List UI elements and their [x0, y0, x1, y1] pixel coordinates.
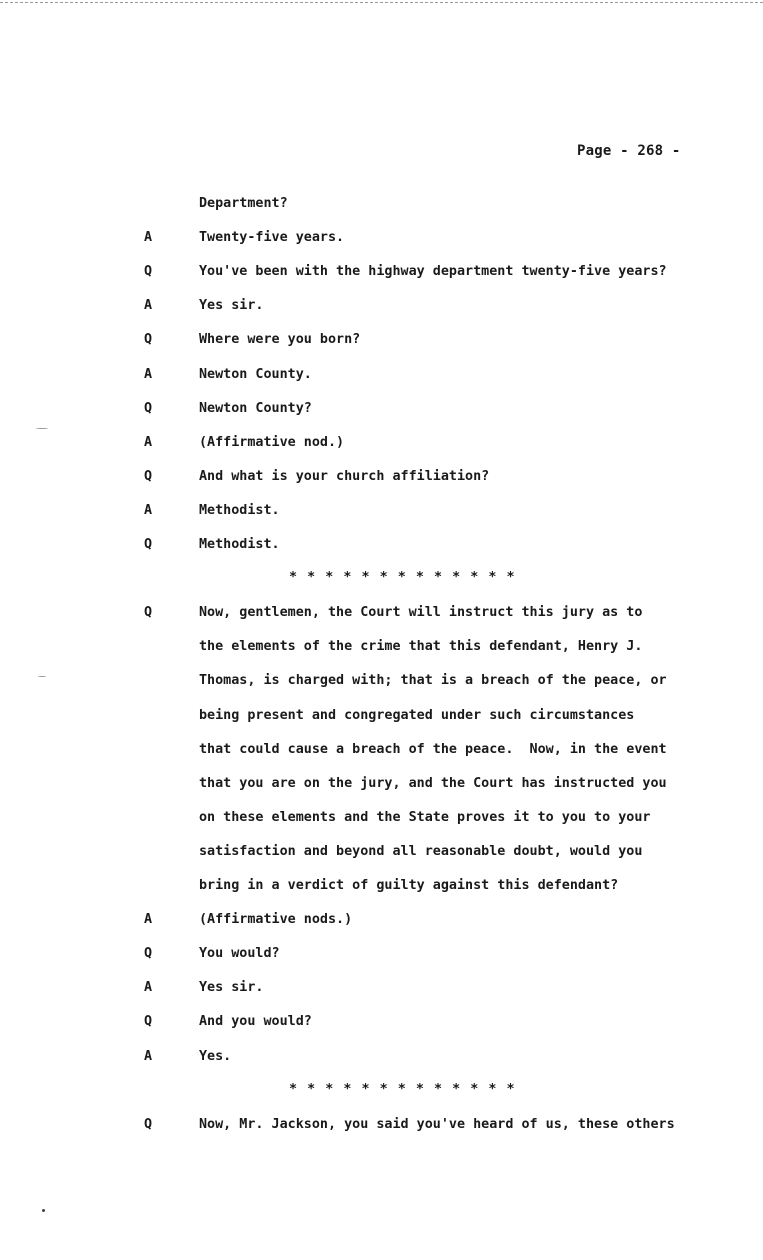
speaker-label: Q	[144, 332, 153, 348]
line-text: Department?	[199, 196, 288, 211]
line-text: satisfaction and beyond all reasonable doubt, would you	[199, 843, 643, 859]
speaker-label: Q	[144, 400, 153, 416]
line-text: that you are on the jury, and the Court has instructed you	[199, 775, 667, 791]
line-text: Now, gentlemen, the Court will instruct this jury as to	[199, 605, 643, 621]
section-separator: * * * * * * * * * * * * *	[289, 570, 516, 586]
section-separator: * * * * * * * * * * * * *	[289, 1081, 516, 1097]
speaker-label: Q	[144, 468, 153, 484]
line-text: Twenty-five years.	[199, 230, 345, 246]
line-text: Yes sir.	[199, 980, 264, 996]
line-text: And you would?	[199, 1014, 312, 1030]
line-text: You've been with the highway department twenty-five years?	[199, 264, 667, 280]
speaker-label: A	[144, 502, 153, 518]
speaker-label: Q	[144, 537, 153, 552]
scan-speck	[38, 676, 46, 677]
speaker-label: A	[144, 434, 153, 450]
speaker-label: Q	[144, 946, 153, 962]
line-text: the elements of the crime that this defendant, Henry J.	[199, 639, 643, 655]
page-number: Page - 268 -	[577, 143, 681, 159]
line-text: Yes sir.	[199, 298, 264, 314]
line-text: (Affirmative nods.)	[199, 912, 353, 928]
speaker-label: A	[144, 366, 153, 382]
line-text: You would?	[199, 946, 280, 962]
line-text: Thomas, is charged with; that is a breach of the peace, or	[199, 673, 667, 689]
line-text: Where were you born?	[199, 332, 361, 348]
line-text: Yes.	[199, 1048, 232, 1064]
line-text: Newton County.	[199, 366, 312, 382]
line-text: on these elements and the State proves it to you to your	[199, 809, 651, 825]
speaker-label: Q	[144, 264, 153, 280]
line-text: Now, Mr. Jackson, you said you've heard of us, these others	[199, 1116, 675, 1132]
scan-speck	[42, 1209, 45, 1212]
line-text: Methodist.	[199, 502, 280, 518]
speaker-label: Q	[144, 1014, 153, 1030]
speaker-label: Q	[144, 605, 153, 621]
line-text: And what is your church affiliation?	[199, 468, 490, 484]
speaker-label: A	[144, 980, 153, 996]
speaker-label: A	[144, 912, 153, 928]
speaker-label: A	[144, 1048, 153, 1064]
speaker-label: A	[144, 298, 153, 314]
scan-top-edge	[0, 2, 763, 3]
speaker-label: A	[144, 230, 153, 246]
line-text: Methodist.	[199, 537, 280, 552]
speaker-label: Q	[144, 1116, 153, 1132]
line-text: bring in a verdict of guilty against this defendant?	[199, 878, 619, 893]
scan-speck	[36, 428, 48, 429]
line-text: Newton County?	[199, 400, 312, 416]
line-text: (Affirmative nod.)	[199, 434, 345, 450]
line-text: being present and congregated under such circumstances	[199, 707, 635, 723]
line-text: that could cause a breach of the peace. Now, in the event	[199, 741, 667, 757]
